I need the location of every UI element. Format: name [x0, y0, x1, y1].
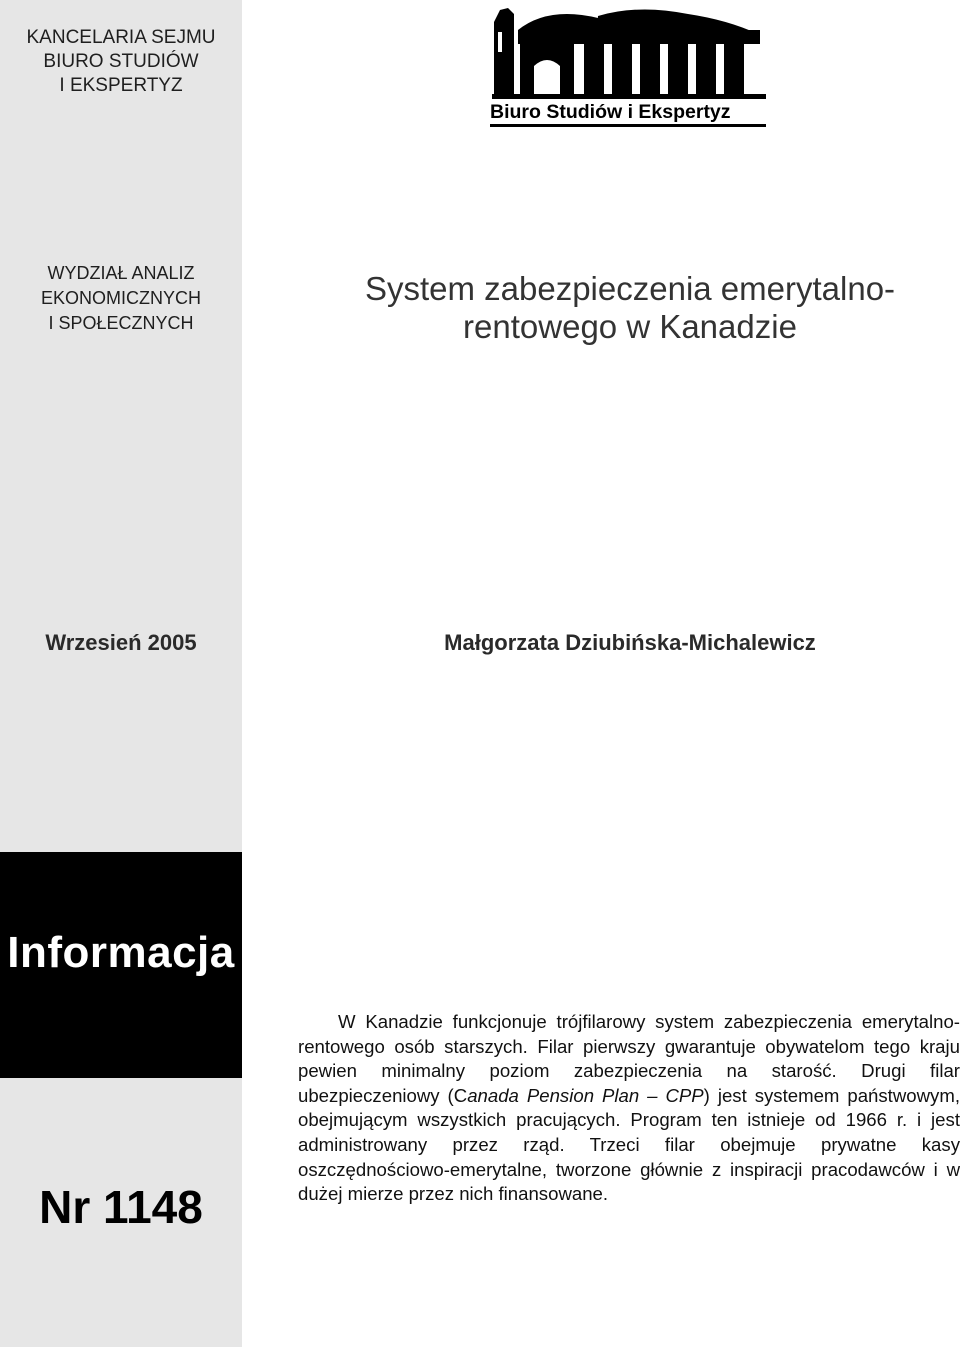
abstract-text: ) jest systemem państwowym, obejmującym wszystkich pracujących. Program ten istnieje od 1966 r. i jest administrowany przez rząd. Trzeci filar obejmuje prywatne kasy oszczędnościowo-emerytalne, tworzone głównie z inspiracji pracodawców i w dużej mierze przez nich finansowane. [298, 1084, 960, 1205]
department-name-line: EKONOMICZNYCH [40, 288, 201, 308]
department-name-line: I SPOŁECZNYCH [48, 313, 194, 333]
document-title [300, 270, 960, 346]
office-name-line: KANCELARIA SEJMU [26, 27, 216, 48]
document-title-line: System zabezpieczenia emerytalno- [364, 270, 896, 307]
publication-date: Wrzesień 2005 [45, 630, 197, 655]
sidebar [0, 0, 242, 1347]
office-name-line: BIURO STUDIÓW [43, 51, 199, 72]
office-name [0, 26, 242, 98]
abstract-text: W Kanadzie funkcjonuje trójfilarowy system zabezpieczenia emerytalno-rentowego osób starszych. Filar pierwszy gwarantuje obywatelom tego kraju pewien minimalny poziom zabezpieczenia na starość. Drugi filar ubezpieczeniowy (C [298, 1011, 960, 1106]
logo-text: Biuro Studiów i Ekspertyz [490, 101, 731, 123]
document-type-label: Informacja [7, 928, 235, 977]
author-name: Małgorzata Dziubińska-Michalewicz [444, 630, 816, 655]
abstract-paragraph [298, 1010, 960, 1207]
document-title-line: rentowego w Kanadzie [463, 308, 797, 345]
department-name-line: WYDZIAŁ ANALIZ [47, 263, 195, 283]
department-name [0, 261, 242, 336]
abstract-text-italic: anada Pension Plan – CPP [467, 1084, 704, 1106]
document-number: Nr 1148 [39, 1181, 203, 1233]
office-name-line: I EKSPERTYZ [59, 75, 183, 96]
building-columns-icon [488, 4, 770, 130]
